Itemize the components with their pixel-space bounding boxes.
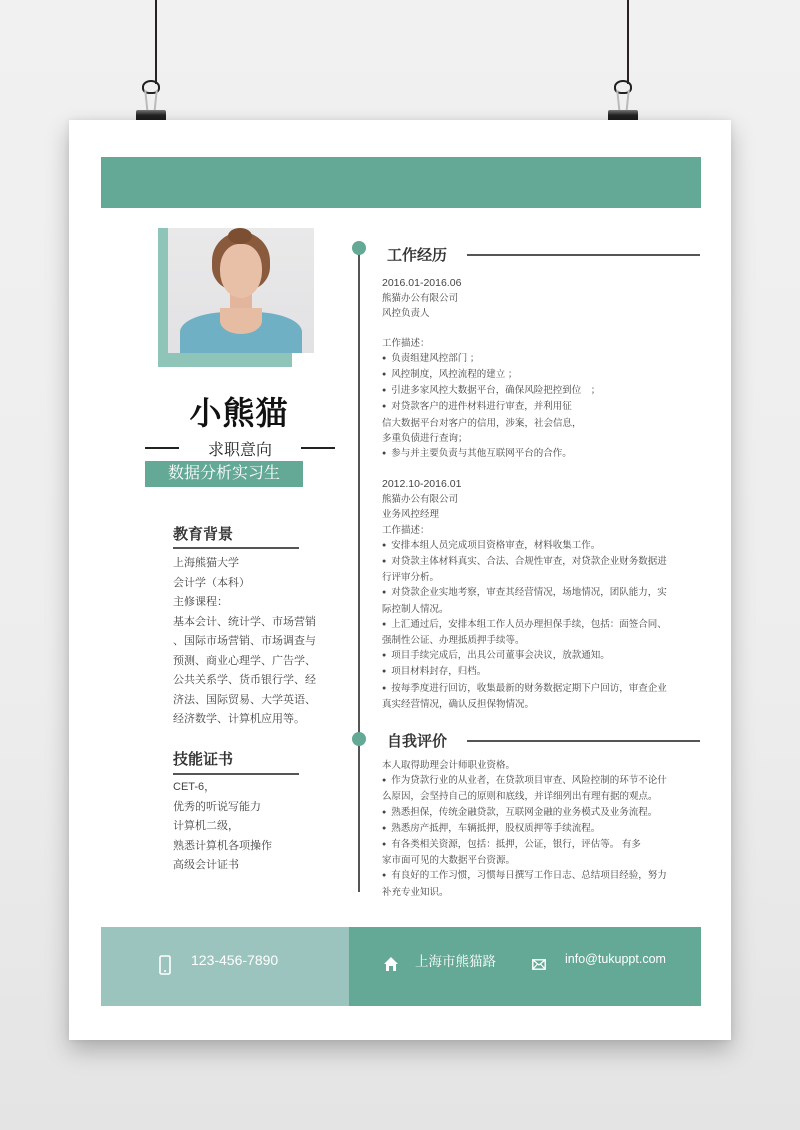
- self-eval-line: ● 有各类相关资源，包括：抵押，公证，银行，评估等。 有多: [382, 837, 672, 853]
- job-desc-line: 际控制人情况。: [382, 603, 449, 615]
- job-desc-line: 多重负债进行查询；: [382, 432, 468, 444]
- skill-line: 计算机二级，: [173, 820, 239, 832]
- education-line: 经济数学、计算机应用等。: [173, 713, 305, 725]
- job-entry-2: [382, 477, 672, 712]
- job-desc-line: 行评审分析。: [382, 572, 440, 584]
- contact-footer-right: [349, 927, 701, 1006]
- job-desc-line: 信大数据平台对客户的信用，涉案，社会信息，: [382, 417, 582, 429]
- job-desc-line: ● 安排本组人员完成项目资格审查，材料收集工作。: [382, 538, 672, 554]
- education-line: 上海熊猫大学: [173, 557, 239, 569]
- self-eval-line: 补充专业知识。: [382, 886, 449, 898]
- job-desc-line: 真实经营情况，确认反担保物情况。: [382, 698, 535, 710]
- education-list: [173, 554, 316, 730]
- job-entry-1: [382, 276, 672, 462]
- job-title: 业务风控经理: [382, 509, 440, 521]
- skills-heading: 技能证书: [173, 751, 234, 768]
- home-icon: [383, 956, 399, 972]
- self-eval-list: [382, 758, 672, 900]
- job-desc-line: ● 项目手续完成后，出具公司董事会决议，放款通知。: [382, 648, 672, 664]
- job-desc-line: ● 对贷款客户的进件材料进行审查，并利用征: [382, 399, 672, 415]
- self-eval-line: ● 熟悉担保，传统金融贷款，互联网金融的业务模式及业务流程。: [382, 805, 672, 821]
- job-desc-line: ● 对贷款企业实地考察，审查其经营情况，场地情况，团队能力，实: [382, 585, 672, 601]
- education-line: 公共关系学、货币银行学、经: [173, 674, 316, 686]
- job-desc-line: ● 按每季度进行回访，收集最新的财务数据定期下户回访，审查企业: [382, 681, 672, 697]
- education-line: 济法、国际贸易、大学英语、: [173, 693, 316, 706]
- job-desc-line: ● 负责组建风控部门 ；: [382, 351, 672, 367]
- job-desc-line: ● 引进多家风控大数据平台，确保风险把控到位 ；: [382, 383, 672, 399]
- job-desc-label: 工作描述：: [382, 337, 430, 349]
- target-position-badge: 数据分析实习生: [145, 461, 303, 487]
- education-line: 预测、商业心理学、广告学、: [173, 654, 316, 667]
- job-company: 熊猫办公有限公司: [382, 293, 459, 305]
- education-heading: 教育背景: [173, 526, 234, 543]
- self-eval-line: 家市面可见的大数据平台资源。: [382, 855, 516, 867]
- job-desc-label: 工作描述：: [382, 524, 430, 536]
- self-eval-rule: [467, 740, 700, 742]
- avatar-photo: [168, 228, 314, 353]
- resume-paper: [69, 120, 731, 1040]
- skills-rule: [173, 773, 299, 775]
- job-intent-row: [145, 437, 335, 457]
- skill-line: 优秀的听说写能力: [173, 800, 261, 813]
- hanging-string-right: [627, 0, 629, 84]
- job-desc-line: ● 对贷款主体材料真实、合法、合规性审查，对贷款企业财务数据进: [382, 554, 672, 570]
- job-date: 2012.10-2016.01: [382, 478, 462, 490]
- job-date: 2016.01-2016.06: [382, 277, 462, 289]
- timeline-dot: [352, 241, 366, 255]
- timeline-dot: [352, 732, 366, 746]
- skills-list: [173, 778, 303, 876]
- self-eval-line: 本人取得助理会计师职业资格。: [382, 760, 516, 771]
- job-desc-line: ● 上汇通过后，安排本组工作人员办理担保手续，包括：面签合同、: [382, 617, 672, 633]
- self-eval-heading: 自我评价: [387, 733, 448, 750]
- self-eval-line: ● 作为贷款行业的从业者，在贷款项目审查、风险控制的环节不论什: [382, 773, 672, 789]
- email-text[interactable]: info@tukuppt.com: [565, 952, 666, 966]
- job-desc-line: ● 风控制度，风控流程的建立 ；: [382, 367, 672, 383]
- work-rule: [467, 254, 700, 256]
- timeline-line: [358, 248, 360, 892]
- address-text: 上海市熊猫路: [415, 954, 496, 969]
- education-line: 主修课程：: [173, 596, 228, 608]
- education-line: 会计学（本科）: [173, 576, 250, 589]
- education-line: 基本会计、统计学、市场营销: [173, 615, 316, 628]
- divider-line: [301, 447, 335, 449]
- education-rule: [173, 547, 299, 549]
- mail-icon: [532, 959, 546, 970]
- job-intent-label: 求职意向: [207, 442, 272, 459]
- self-eval-line: ● 有良好的工作习惯，习惯每日撰写工作日志、总结项目经验，努力: [382, 868, 672, 884]
- contact-footer-left: [101, 927, 349, 1006]
- self-eval-line: ● 熟悉房产抵押，车辆抵押，股权质押等手续流程。: [382, 821, 672, 837]
- skill-line: 高级会计证书: [173, 859, 239, 871]
- education-line: 、国际市场营销、市场调查与: [173, 635, 316, 647]
- job-desc-line: ● 参与并主要负责与其他互联网平台的合作。: [382, 446, 672, 462]
- job-title: 风控负责人: [382, 308, 430, 320]
- phone-number[interactable]: 123-456-7890: [191, 952, 279, 968]
- job-company: 熊猫办公有限公司: [382, 494, 459, 506]
- skill-line: CET-6，: [173, 781, 216, 793]
- job-desc-line: ● 项目材料封存，归档。: [382, 664, 672, 680]
- skill-line: 熟悉计算机各项操作: [173, 839, 272, 852]
- phone-icon: [159, 955, 171, 975]
- work-heading: 工作经历: [387, 247, 448, 264]
- hanging-string-left: [155, 0, 157, 84]
- candidate-name: 小熊猫: [189, 395, 289, 431]
- header-band: [101, 157, 701, 208]
- job-desc-line: 强制性公证、办理抵质押手续等。: [382, 635, 525, 647]
- self-eval-line: 么原因，会坚持自己的原则和底线，并详细列出有理有据的观点。: [382, 791, 658, 803]
